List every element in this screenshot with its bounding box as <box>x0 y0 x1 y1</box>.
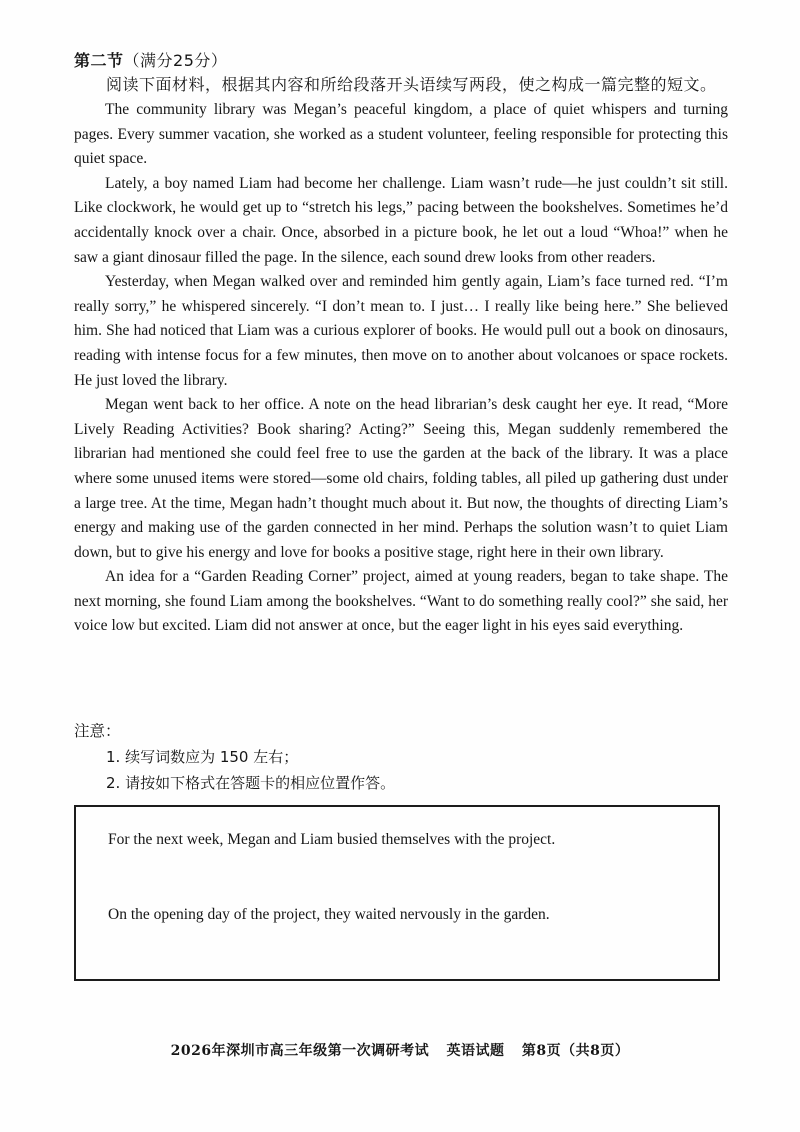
paragraph-starter-2: On the opening day of the project, they waited nervously in the garden. <box>108 906 550 923</box>
section-score: （满分25分） <box>123 51 228 70</box>
passage-paragraph-3: Yesterday, when Megan walked over and reminded him gently again, Liam’s face turned red. “I’m really sorry,” he whispered sincerely. “I don’t mean to. I just… I really like being here.” She believed him. She had noticed that Liam was a curious explorer of books. He would pull out a book on dinosaurs, reading with intense focus for a few minutes, then move on to another about volcanoes or space rockets. He just loved the library. <box>74 273 728 389</box>
notes-list <box>106 744 395 796</box>
footer-page-number: 第8页（共8页） <box>521 1043 630 1059</box>
paragraph-starter-1: For the next week, Megan and Liam busied themselves with the project. <box>108 831 556 848</box>
note-item-2: 2. 请按如下格式在答题卡的相应位置作答。 <box>106 774 396 792</box>
passage-paragraph-5: An idea for a “Garden Reading Corner” project, aimed at young readers, began to take shape. The next morning, she found Liam among the bookshelves. “Want to do something really cool?” she said, her voice low but excited. Liam did not answer at once, but the eager light in his eyes said everything. <box>74 568 728 635</box>
passage-paragraph-1: The community library was Megan’s peaceful kingdom, a place of quiet whispers and turning pages. Every summer vacation, she worked as a student volunteer, feeling responsible for protecting this quiet space. <box>74 101 728 168</box>
page-footer <box>0 1040 800 1060</box>
task-instruction: 阅读下面材料，根据其内容和所给段落开头语续写两段，使之构成一篇完整的短文。 <box>106 75 717 94</box>
note-item-1: 1. 续写词数应为 150 左右； <box>106 748 299 766</box>
passage-paragraph-4: Megan went back to her office. A note on the head librarian’s desk caught her eye. It read, “More Lively Reading Activities? Book sharing? Acting?” Seeing this, Megan suddenly remembered the librarian had mentioned she could feel free to use the garden at the back of the library. It was a place where some unused items were stored—some old chairs, folding tables, all piled up gathering dust under a large tree. At the time, Megan hadn’t thought much about it. But now, the thoughts of directing Liam’s energy and making use of the garden connected in her mind. Perhaps the solution wasn’t to quiet Liam down, but to give his energy and love for books a positive stage, right here in their own library. <box>74 396 728 561</box>
answer-format-box <box>74 805 720 981</box>
passage-paragraph-2: Lately, a boy named Liam had become her challenge. Liam wasn’t rude—he just couldn’t sit still. Like clockwork, he would get up to “stretch his legs,” pacing between the bookshelves. Sometimes he’d accidentally knock over a chair. Once, absorbed in a picture book, he let out a loud “Whoa!” when he saw a giant dinosaur filled the page. In the silence, each sound drew looks from other readers. <box>74 174 728 266</box>
section-title: 第二节 <box>74 51 124 70</box>
section-heading <box>74 48 227 71</box>
reading-passage <box>74 98 728 639</box>
footer-exam-name: 2026年深圳市高三年级第一次调研考试 <box>170 1043 430 1059</box>
footer-subject: 英语试题 <box>446 1043 505 1059</box>
notes-title: 注意： <box>74 722 121 740</box>
